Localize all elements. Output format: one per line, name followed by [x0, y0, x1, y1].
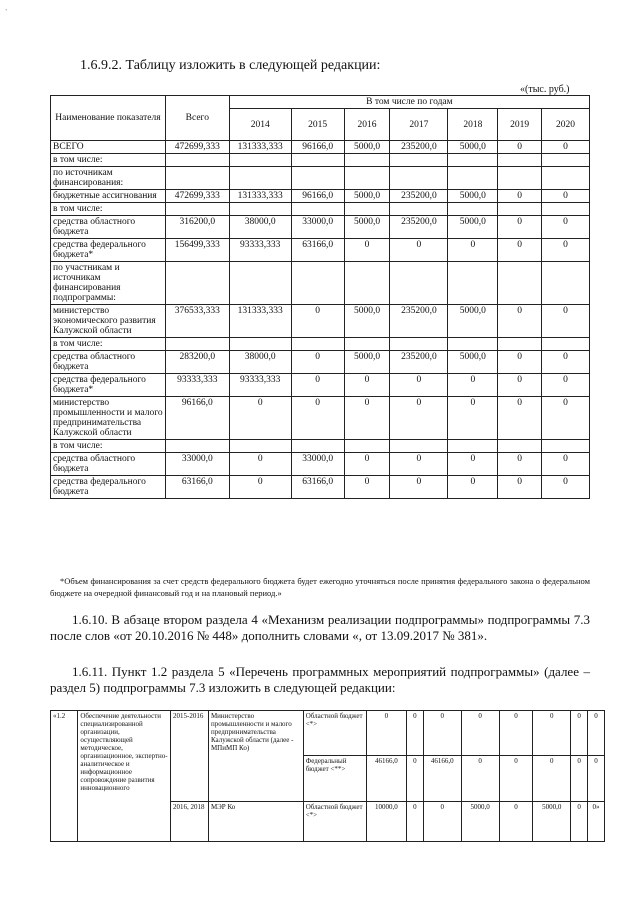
- value-cell: [344, 203, 390, 216]
- value-cell: 38000,0: [229, 216, 291, 239]
- row-label: средства областного бюджета: [51, 216, 166, 239]
- value-cell: [542, 262, 590, 305]
- funding-source: Областной бюджет <*>: [303, 801, 366, 841]
- value-cell: 0: [499, 756, 533, 801]
- value-cell: [291, 167, 344, 190]
- value-cell: [229, 440, 291, 453]
- measure-period: 2016, 2018: [171, 801, 209, 841]
- value-cell: 0: [542, 453, 590, 476]
- value-cell: [542, 338, 590, 351]
- value-cell: [165, 203, 229, 216]
- value-cell: 5000,0: [344, 351, 390, 374]
- value-cell: 0: [571, 711, 588, 756]
- row-label: по источникам финансирования:: [51, 167, 166, 190]
- value-cell: 235200,0: [390, 216, 448, 239]
- table-row: [51, 154, 590, 167]
- value-cell: 63166,0: [165, 476, 229, 499]
- value-cell: 131333,333: [229, 190, 291, 203]
- measure-period: 2015-2016: [171, 711, 209, 802]
- value-cell: 0: [423, 801, 461, 841]
- value-cell: 96166,0: [291, 141, 344, 154]
- value-cell: 0: [542, 476, 590, 499]
- value-cell: 0: [291, 397, 344, 440]
- value-cell: 63166,0: [291, 239, 344, 262]
- value-cell: 0: [498, 239, 542, 262]
- value-cell: 0: [498, 397, 542, 440]
- value-cell: 5000,0: [448, 216, 498, 239]
- paragraph-1-6-11: 1.6.11. Пункт 1.2 раздела 5 «Перечень программных мероприятий подпрограммы» (далее – раздел 5) подпрограммы 7.3 изложить в следующей редакции:: [50, 664, 590, 695]
- value-cell: [498, 203, 542, 216]
- value-cell: [390, 262, 448, 305]
- value-cell: 5000,0: [344, 305, 390, 338]
- header-year: 2015: [291, 109, 344, 141]
- value-cell: 0: [499, 711, 533, 756]
- header-year: 2020: [542, 109, 590, 141]
- row-label: средства областного бюджета: [51, 351, 166, 374]
- value-cell: 0: [542, 216, 590, 239]
- value-cell: 0: [542, 190, 590, 203]
- row-label: средства федерального бюджета: [51, 476, 166, 499]
- value-cell: 0: [498, 216, 542, 239]
- row-label: по участникам и источникам финансирования подпрограммы:: [51, 262, 166, 305]
- value-cell: 0: [344, 453, 390, 476]
- value-cell: 0: [498, 351, 542, 374]
- value-cell: 0: [390, 374, 448, 397]
- section-heading: 1.6.9.2. Таблицу изложить в следующей редакции:: [80, 58, 381, 73]
- units-label: «(тыс. руб.): [520, 84, 570, 95]
- value-cell: 0: [571, 756, 588, 801]
- table-row: [51, 203, 590, 216]
- table-row: [51, 141, 590, 154]
- value-cell: 46166,0: [423, 756, 461, 801]
- value-cell: 0: [542, 305, 590, 338]
- measure-name: Обеспечение деятельности специализированной организации, осуществляющей методическое, организационное, экспертно-аналитическое и информационное сопровождение развития инновационного: [78, 711, 171, 842]
- value-cell: 0: [498, 305, 542, 338]
- value-cell: 0: [448, 397, 498, 440]
- value-cell: [498, 154, 542, 167]
- value-cell: 0: [406, 711, 423, 756]
- value-cell: 96166,0: [165, 397, 229, 440]
- paragraph-1-6-10: 1.6.10. В абзаце втором раздела 4 «Механизм реализации подпрограммы» подпрограммы 7.3 после слов «от 20.10.2016 № 448» дополнить словами «, от 13.09.2017 № 381».: [50, 612, 590, 643]
- value-cell: [165, 167, 229, 190]
- value-cell: 0»: [588, 801, 605, 841]
- value-cell: [291, 338, 344, 351]
- value-cell: [542, 167, 590, 190]
- value-cell: 38000,0: [229, 351, 291, 374]
- value-cell: 0: [533, 711, 571, 756]
- row-label: средства федерального бюджета*: [51, 374, 166, 397]
- value-cell: 5000,0: [448, 351, 498, 374]
- financing-table-body: [51, 141, 590, 499]
- program-measures-table: [50, 710, 605, 842]
- value-cell: [448, 338, 498, 351]
- value-cell: 0: [498, 374, 542, 397]
- table-row: [51, 305, 590, 338]
- value-cell: 0: [588, 756, 605, 801]
- value-cell: [498, 440, 542, 453]
- value-cell: 0: [344, 239, 390, 262]
- value-cell: [344, 338, 390, 351]
- row-label: в том числе:: [51, 338, 166, 351]
- value-cell: [229, 338, 291, 351]
- value-cell: [542, 203, 590, 216]
- value-cell: [498, 167, 542, 190]
- row-label: средства федерального бюджета*: [51, 239, 166, 262]
- value-cell: 5000,0: [533, 801, 571, 841]
- value-cell: 472699,333: [165, 190, 229, 203]
- header-year: 2019: [498, 109, 542, 141]
- scan-mark: `: [5, 8, 8, 17]
- row-label: в том числе:: [51, 203, 166, 216]
- header-year: 2018: [448, 109, 498, 141]
- value-cell: [448, 154, 498, 167]
- value-cell: 0: [542, 397, 590, 440]
- value-cell: [390, 440, 448, 453]
- value-cell: 0: [499, 801, 533, 841]
- table-row: [51, 190, 590, 203]
- value-cell: 0: [344, 397, 390, 440]
- value-cell: 0: [390, 397, 448, 440]
- value-cell: 0: [390, 453, 448, 476]
- funding-source: Федеральный бюджет <**>: [303, 756, 366, 801]
- value-cell: 0: [498, 453, 542, 476]
- header-year: 2016: [344, 109, 390, 141]
- value-cell: 0: [448, 453, 498, 476]
- value-cell: 0: [406, 801, 423, 841]
- table-row: [51, 453, 590, 476]
- value-cell: 33000,0: [291, 216, 344, 239]
- value-cell: 235200,0: [390, 141, 448, 154]
- value-cell: 0: [229, 476, 291, 499]
- value-cell: [229, 203, 291, 216]
- value-cell: 131333,333: [229, 141, 291, 154]
- value-cell: 93333,333: [229, 239, 291, 262]
- header-name: Наименование показателя: [51, 96, 166, 141]
- value-cell: [344, 262, 390, 305]
- value-cell: 0: [344, 476, 390, 499]
- value-cell: 0: [291, 351, 344, 374]
- value-cell: [229, 262, 291, 305]
- value-cell: 0: [542, 141, 590, 154]
- value-cell: [448, 203, 498, 216]
- table-row: [51, 351, 590, 374]
- table-row: [51, 216, 590, 239]
- value-cell: 0: [461, 756, 499, 801]
- value-cell: [344, 167, 390, 190]
- value-cell: [291, 154, 344, 167]
- value-cell: 0: [390, 239, 448, 262]
- value-cell: 0: [498, 476, 542, 499]
- value-cell: [498, 338, 542, 351]
- financing-table: [50, 95, 590, 499]
- value-cell: [448, 167, 498, 190]
- value-cell: 316200,0: [165, 216, 229, 239]
- value-cell: [165, 262, 229, 305]
- value-cell: 0: [390, 476, 448, 499]
- value-cell: [291, 203, 344, 216]
- value-cell: 0: [448, 476, 498, 499]
- value-cell: 5000,0: [344, 216, 390, 239]
- value-cell: [390, 167, 448, 190]
- value-cell: 93333,333: [229, 374, 291, 397]
- table-row: [51, 440, 590, 453]
- value-cell: 0: [406, 756, 423, 801]
- value-cell: 63166,0: [291, 476, 344, 499]
- value-cell: 0: [366, 711, 406, 756]
- value-cell: 0: [291, 305, 344, 338]
- value-cell: 472699,333: [165, 141, 229, 154]
- value-cell: 235200,0: [390, 190, 448, 203]
- table-row: [51, 262, 590, 305]
- table-row: [51, 167, 590, 190]
- row-label: средства областного бюджета: [51, 453, 166, 476]
- value-cell: 156499,333: [165, 239, 229, 262]
- value-cell: [542, 154, 590, 167]
- value-cell: 93333,333: [165, 374, 229, 397]
- table-row: [51, 374, 590, 397]
- value-cell: 0: [344, 374, 390, 397]
- value-cell: 0: [542, 239, 590, 262]
- row-label: в том числе:: [51, 440, 166, 453]
- value-cell: 0: [498, 141, 542, 154]
- value-cell: [291, 262, 344, 305]
- row-label: министерство экономического развития Калужской области: [51, 305, 166, 338]
- header-year: 2017: [390, 109, 448, 141]
- table-row: [51, 476, 590, 499]
- value-cell: 235200,0: [390, 305, 448, 338]
- table-row: [51, 397, 590, 440]
- value-cell: 46166,0: [366, 756, 406, 801]
- value-cell: 0: [229, 453, 291, 476]
- value-cell: [229, 154, 291, 167]
- value-cell: [165, 338, 229, 351]
- value-cell: [390, 338, 448, 351]
- header-year: 2014: [229, 109, 291, 141]
- value-cell: [344, 154, 390, 167]
- value-cell: 0: [498, 190, 542, 203]
- value-cell: 131333,333: [229, 305, 291, 338]
- header-years-group: В том числе по годам: [229, 96, 589, 109]
- value-cell: [229, 167, 291, 190]
- value-cell: 0: [229, 397, 291, 440]
- funding-source: Областной бюджет <*>: [303, 711, 366, 756]
- value-cell: 5000,0: [461, 801, 499, 841]
- measure-executor: Министерство промышленности и малого предпринимательства Калужской области (далее - МПиМП Ко): [208, 711, 303, 802]
- value-cell: 96166,0: [291, 190, 344, 203]
- table-row: [51, 239, 590, 262]
- value-cell: 0: [542, 374, 590, 397]
- value-cell: 235200,0: [390, 351, 448, 374]
- row-label: бюджетные ассигнования: [51, 190, 166, 203]
- header-total: Всего: [165, 96, 229, 141]
- value-cell: 33000,0: [291, 453, 344, 476]
- measure-number: «1.2: [51, 711, 78, 842]
- value-cell: [344, 440, 390, 453]
- value-cell: 10000,0: [366, 801, 406, 841]
- value-cell: 0: [571, 801, 588, 841]
- value-cell: 0: [423, 711, 461, 756]
- value-cell: [165, 440, 229, 453]
- value-cell: 0: [448, 374, 498, 397]
- value-cell: 0: [448, 239, 498, 262]
- value-cell: [542, 440, 590, 453]
- value-cell: [165, 154, 229, 167]
- value-cell: 0: [533, 756, 571, 801]
- value-cell: 0: [588, 711, 605, 756]
- value-cell: 5000,0: [448, 141, 498, 154]
- value-cell: [498, 262, 542, 305]
- value-cell: [448, 262, 498, 305]
- value-cell: [291, 440, 344, 453]
- row-label: в том числе:: [51, 154, 166, 167]
- value-cell: 33000,0: [165, 453, 229, 476]
- value-cell: 0: [542, 351, 590, 374]
- footnote: *Объем финансирования за счет средств федерального бюджета будет ежегодно уточняться после принятия федерального закона о федеральном бюджете на очередной финансовый год и на плановый период.»: [50, 576, 590, 598]
- value-cell: 5000,0: [448, 305, 498, 338]
- value-cell: [390, 203, 448, 216]
- value-cell: [448, 440, 498, 453]
- table-row: [51, 338, 590, 351]
- row-label: министерство промышленности и малого предпринимательства Калужской области: [51, 397, 166, 440]
- value-cell: 5000,0: [448, 190, 498, 203]
- value-cell: [390, 154, 448, 167]
- measure-executor: МЭР Ко: [208, 801, 303, 841]
- value-cell: 5000,0: [344, 190, 390, 203]
- value-cell: 0: [461, 711, 499, 756]
- row-label: ВСЕГО: [51, 141, 166, 154]
- value-cell: 0: [291, 374, 344, 397]
- value-cell: 5000,0: [344, 141, 390, 154]
- value-cell: 376533,333: [165, 305, 229, 338]
- value-cell: 283200,0: [165, 351, 229, 374]
